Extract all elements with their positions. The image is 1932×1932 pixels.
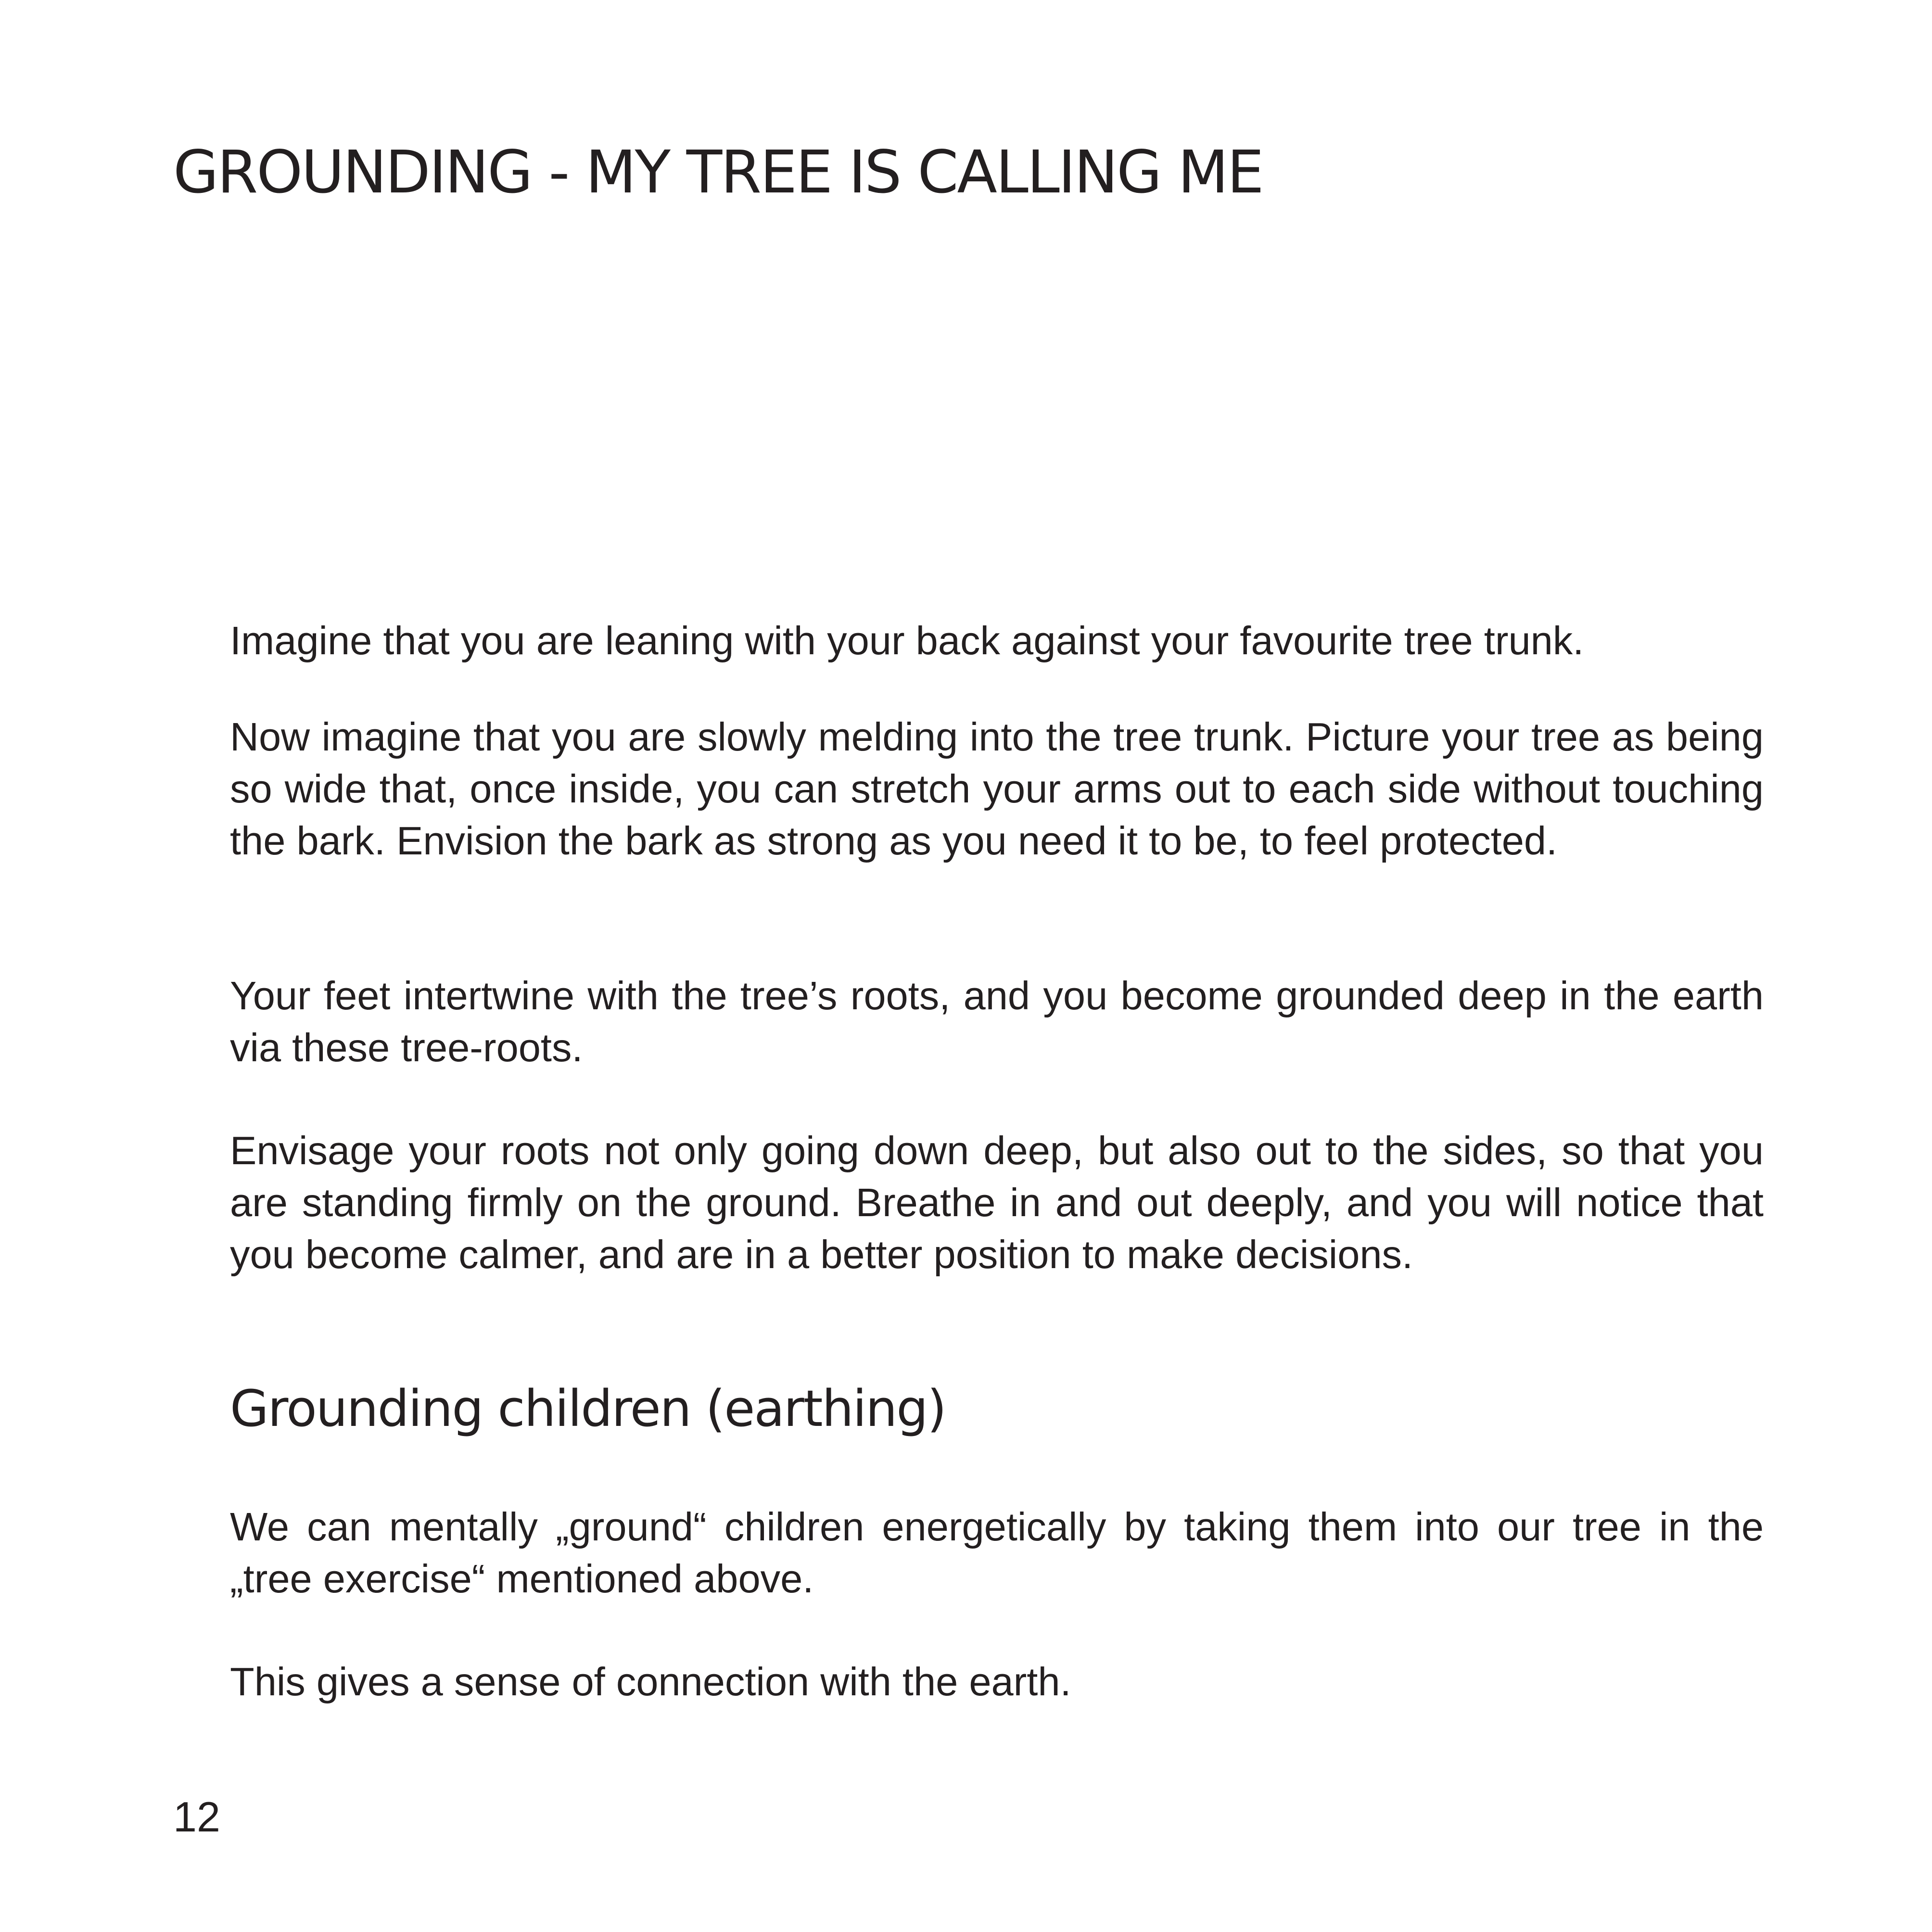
paragraph-text: This gives a sense of connection with the earth. (230, 1659, 1071, 1704)
paragraph-text: We can mentally „ground“ children energetically by taking them into our tree in the „tree exercise“ mentioned above. (230, 1504, 1764, 1601)
paragraph-text: Your feet intertwine with the tree’s roots, and you become grounded deep in the earth via these tree-roots. (230, 973, 1764, 1070)
page-number: 12 (173, 1793, 220, 1841)
paragraph-roots (230, 970, 1764, 1074)
paragraph-ground-children (230, 1501, 1764, 1605)
paragraph-meld-into-tree (230, 711, 1764, 867)
paragraph-text: Envisage your roots not only going down deep, but also out to the sides, so that you are standing firmly on the ground. Breathe in and out deeply, and you will notice that you become calmer, and are in a better position to make decisions. (230, 1128, 1764, 1277)
paragraph-envisage-roots (230, 1125, 1764, 1281)
page-title: GROUNDING - MY TREE IS CALLING ME (173, 138, 1263, 206)
section-heading: Grounding children (earthing) (230, 1379, 946, 1438)
paragraph-text: Imagine that you are leaning with your back against your favourite tree trunk. (230, 618, 1584, 663)
paragraph-lean-on-tree (230, 615, 1764, 667)
paragraph-connection (230, 1656, 1764, 1708)
paragraph-text: Now imagine that you are slowly melding into the tree trunk. Picture your tree as being so wide that, once inside, you can stretch your arms out to each side without touching the bark. Envision the bark as strong as you need it to be, to feel protected. (230, 714, 1764, 863)
